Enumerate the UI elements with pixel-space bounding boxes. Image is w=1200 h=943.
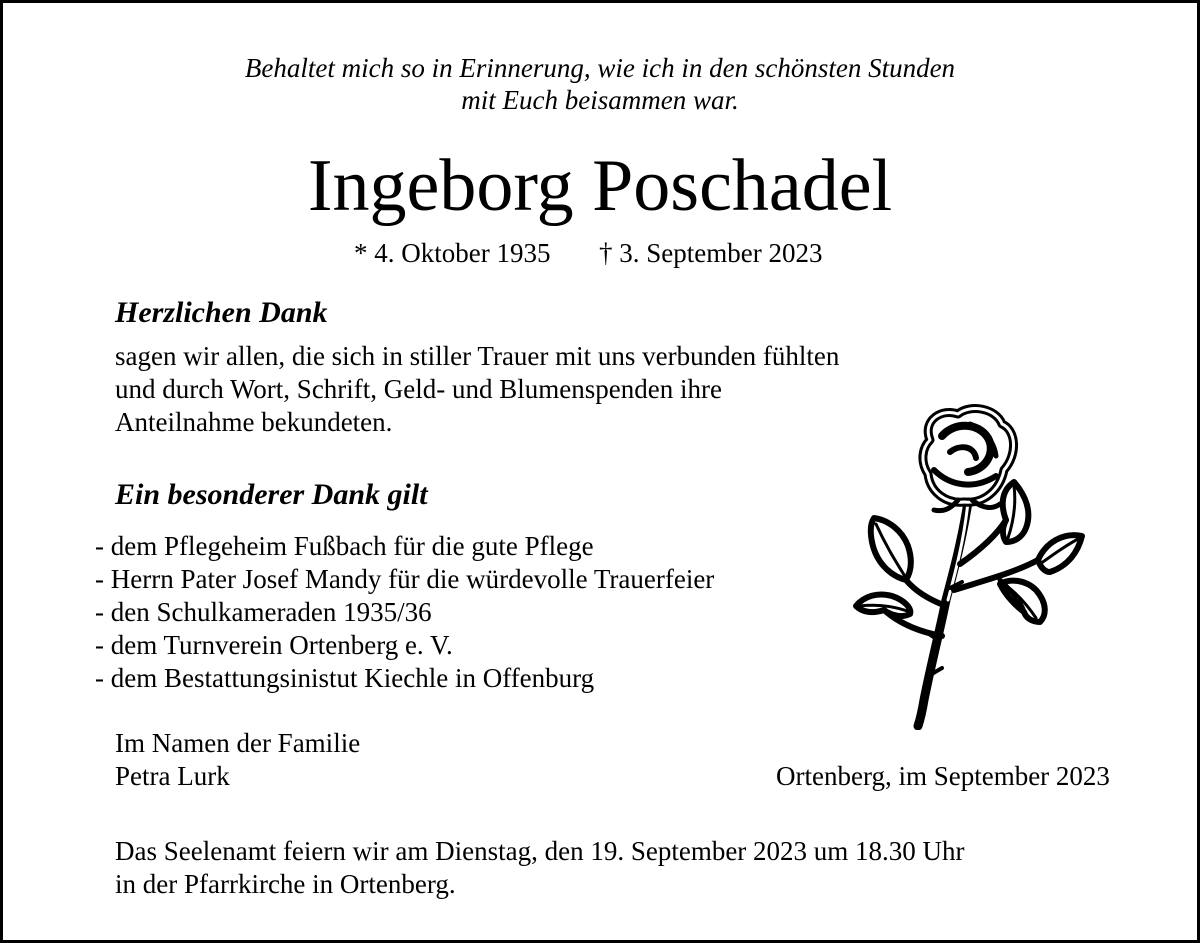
thanks-heading: Herzlichen Dank	[115, 296, 328, 329]
special-thanks-item: - den Schulkameraden 1935/36	[95, 597, 432, 627]
special-thanks-item: - dem Pflegeheim Fußbach für die gute Pflege	[95, 531, 594, 561]
special-thanks-item: - Herrn Pater Josef Mandy für die würdevolle Trauerfeier	[95, 564, 715, 594]
deceased-name: Ingeborg Poschadel	[307, 145, 893, 227]
family-signature-line-1: Im Namen der Familie	[115, 728, 361, 758]
special-thanks-item: - dem Bestattungsinistut Kiechle in Offenburg	[95, 663, 595, 693]
thanks-line: und durch Wort, Schrift, Geld- und Blumenspenden ihre	[115, 374, 722, 404]
special-thanks-heading: Ein besonderer Dank gilt	[115, 478, 428, 511]
family-signature-line-2: Petra Lurk	[115, 761, 230, 791]
motto-line-1: Behaltet mich so in Erinnerung, wie ich in den schönsten Stunden	[244, 53, 956, 83]
service-notice-line-2: in der Pfarrkirche in Ortenberg.	[115, 869, 456, 899]
thanks-line: Anteilnahme bekundeten.	[115, 407, 393, 437]
motto-line-2: mit Euch beisammen war.	[461, 85, 739, 115]
thanks-line: sagen wir allen, die sich in stiller Trauer mit uns verbunden fühlten	[115, 341, 840, 371]
special-thanks-item: - dem Turnverein Ortenberg e. V.	[95, 630, 453, 660]
rose-icon	[850, 400, 1090, 730]
birth-date: * 4. Oktober 1935	[354, 238, 551, 268]
place-date: Ortenberg, im September 2023	[776, 761, 1110, 791]
service-notice-line-1: Das Seelenamt feiern wir am Dienstag, den 19. September 2023 um 18.30 Uhr	[115, 836, 965, 866]
death-date: † 3. September 2023	[599, 238, 823, 268]
